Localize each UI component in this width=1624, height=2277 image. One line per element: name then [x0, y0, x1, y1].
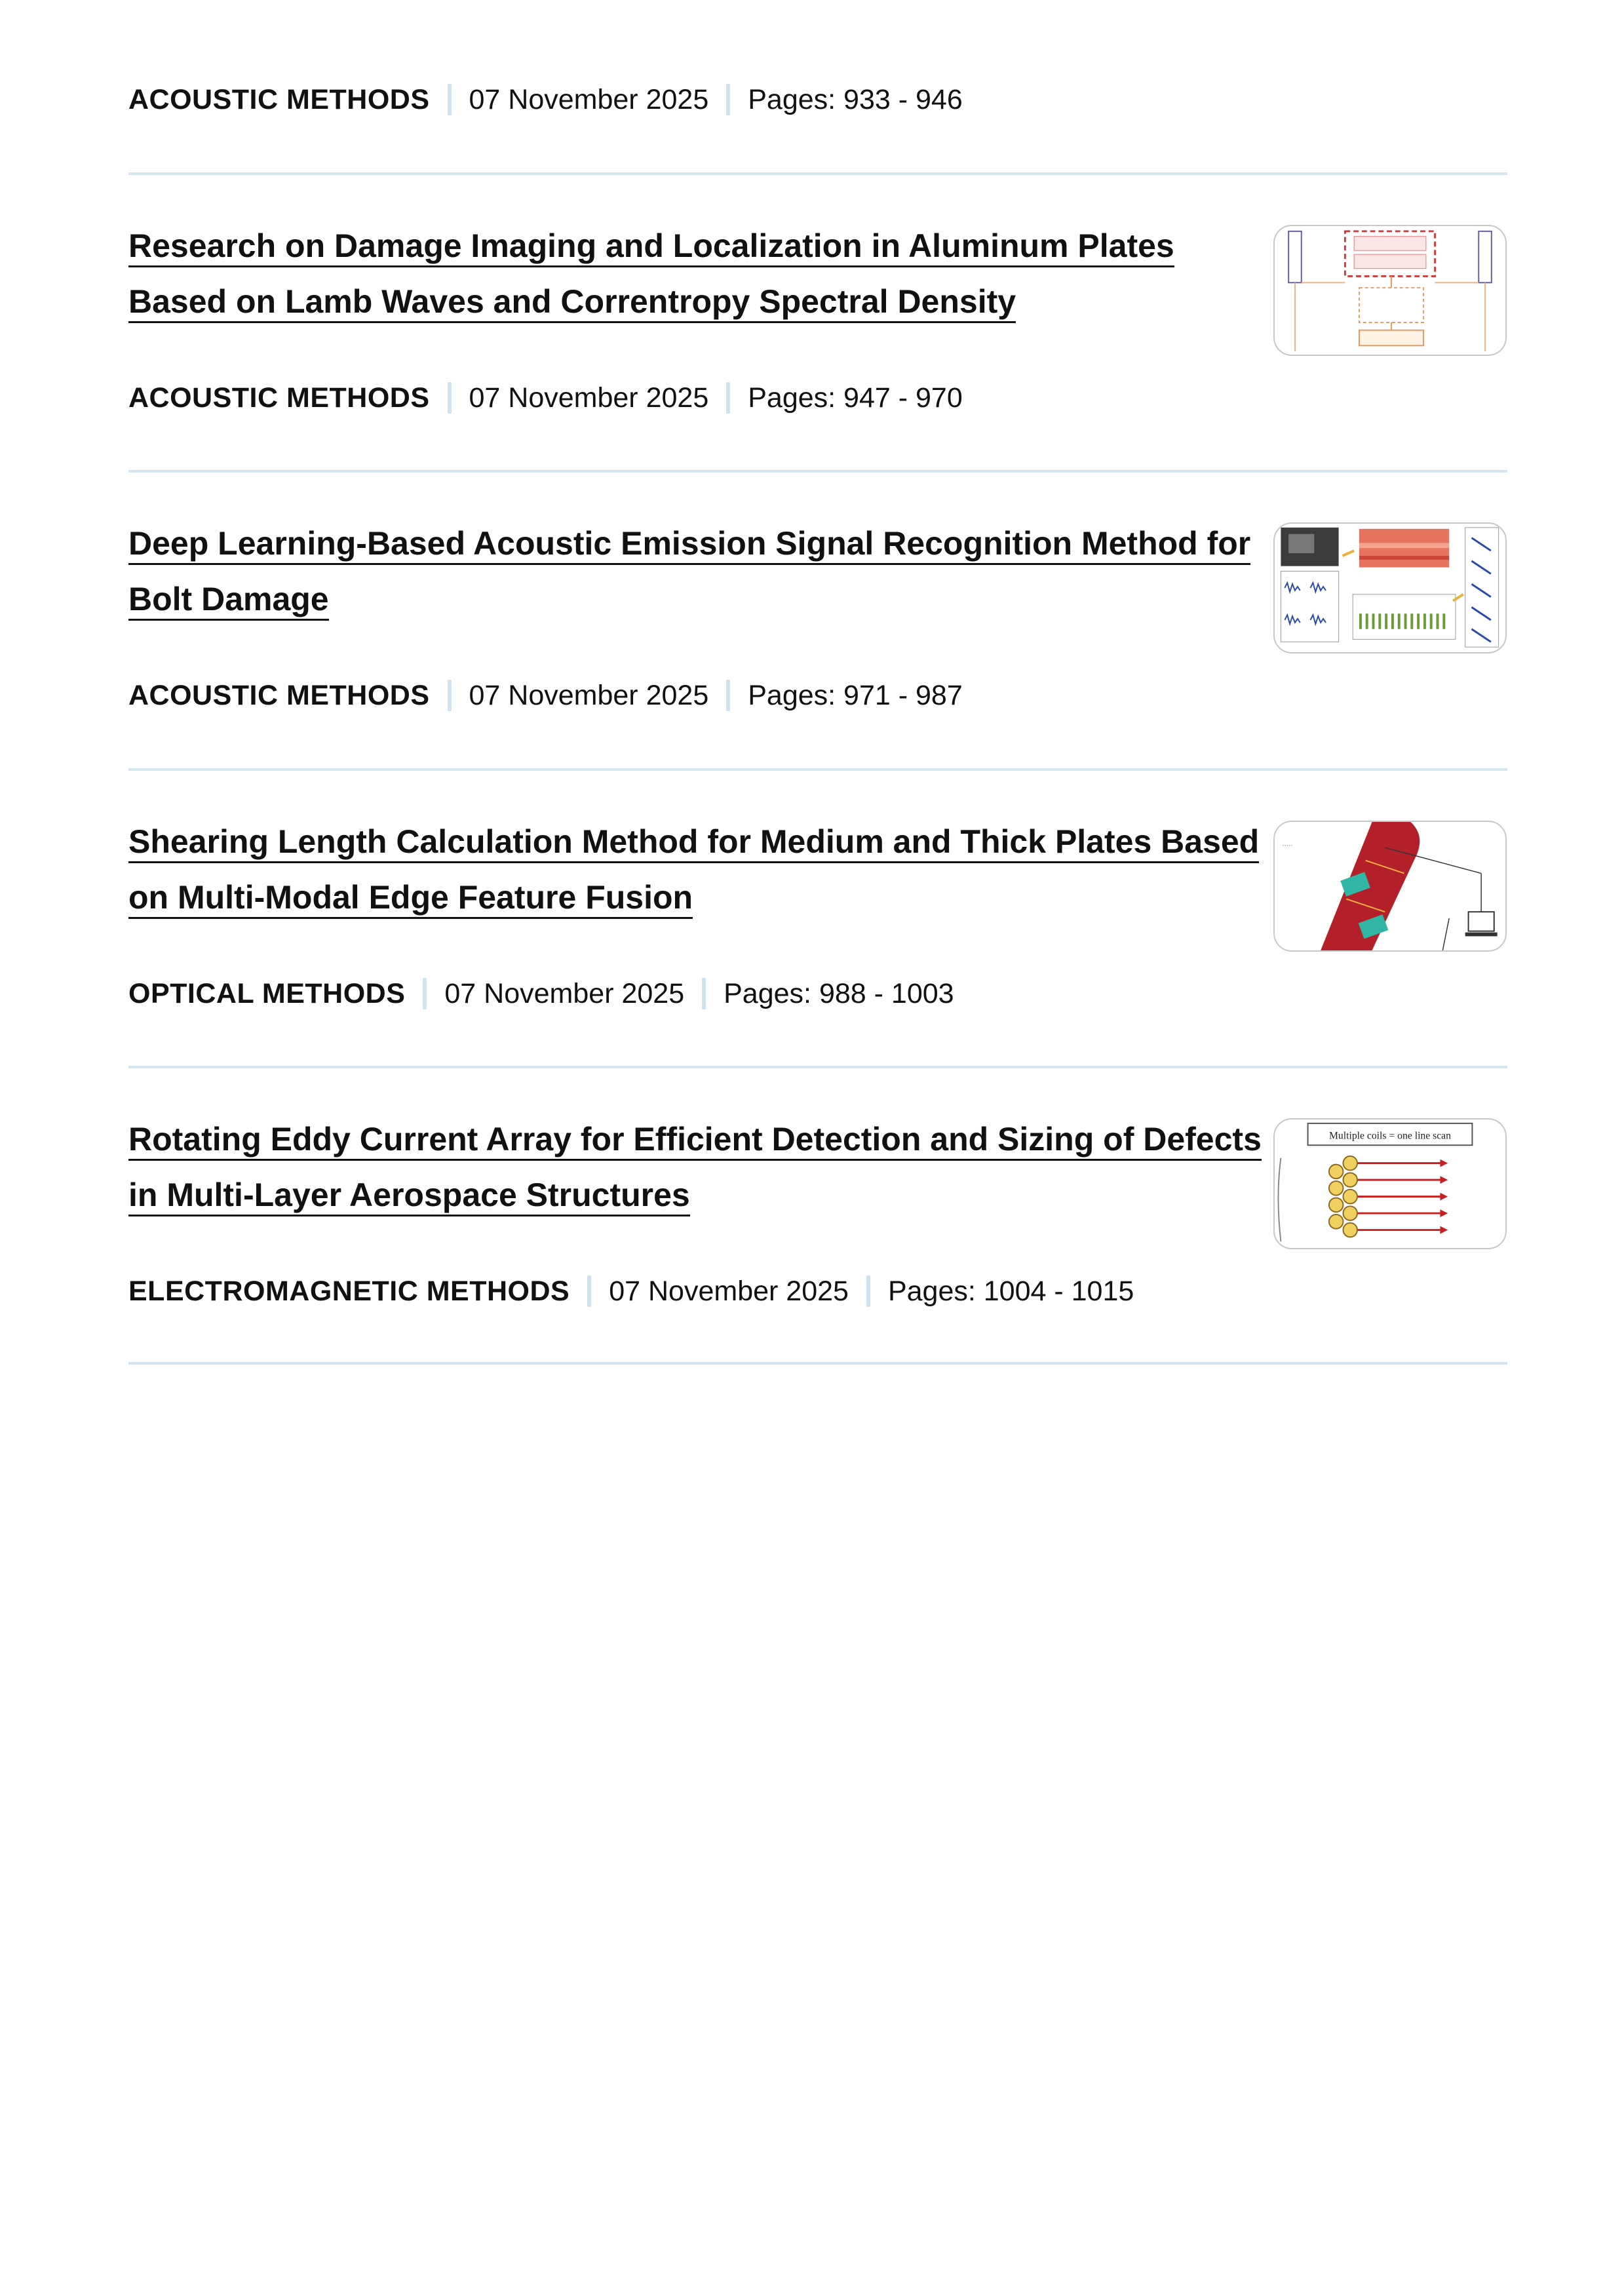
meta-separator: [866, 1275, 870, 1307]
meta-separator: [587, 1275, 591, 1307]
article-title-line[interactable]: on Multi-Modal Edge Feature Fusion: [128, 878, 693, 919]
meta-separator: [448, 680, 452, 711]
flowchart-diagram-thumbnail[interactable]: [1273, 225, 1507, 356]
article-meta-4: [128, 1272, 1134, 1311]
article-pages: Pages: 933 - 946: [748, 83, 963, 115]
thumbnail-caption: Multiple coils = one line scan: [1329, 1130, 1451, 1142]
article-pages: Pages: 947 - 970: [748, 381, 963, 414]
meta-separator: [448, 382, 452, 414]
article-section[interactable]: ACOUSTIC METHODS: [128, 679, 430, 711]
meta-separator: [726, 382, 730, 414]
article-pages: Pages: 1004 - 1015: [887, 1275, 1134, 1307]
article-divider: [128, 1362, 1507, 1365]
article-title-line[interactable]: Deep Learning-Based Acoustic Emission Signal Recognition Method for: [128, 524, 1250, 565]
article-meta-2: [128, 676, 963, 715]
article-divider: [128, 1066, 1507, 1068]
signal-heatmap-image: [1275, 524, 1505, 652]
article-title-line[interactable]: Research on Damage Imaging and Localization in Aluminum Plates: [128, 226, 1174, 267]
article-date: 07 November 2025: [469, 381, 709, 414]
article-divider: [128, 172, 1507, 175]
article-date: 07 November 2025: [609, 1275, 849, 1307]
article-pages: Pages: 988 - 1003: [724, 977, 954, 1009]
meta-separator: [423, 978, 427, 1009]
plate-camera-setup-image: [1275, 822, 1505, 950]
meta-separator: [448, 84, 452, 115]
article-title-line[interactable]: in Multi-Layer Aerospace Structures: [128, 1175, 690, 1216]
article-title-line[interactable]: Shearing Length Calculation Method for Medium and Thick Plates Based: [128, 822, 1259, 863]
article-title-1[interactable]: [128, 222, 1282, 333]
article-pages: Pages: 971 - 987: [748, 679, 963, 711]
article-meta-1: [128, 378, 963, 418]
article-divider: [128, 470, 1507, 473]
article-title-3[interactable]: [128, 817, 1282, 929]
article-title-4[interactable]: [128, 1115, 1282, 1226]
signal-heatmap-thumbnail[interactable]: [1273, 522, 1507, 653]
article-section[interactable]: ELECTROMAGNETIC METHODS: [128, 1275, 570, 1307]
article-section[interactable]: ACOUSTIC METHODS: [128, 83, 430, 115]
article-section[interactable]: ACOUSTIC METHODS: [128, 381, 430, 414]
coil-array-scan-thumbnail[interactable]: [1273, 1118, 1507, 1249]
flowchart-diagram-image: [1275, 226, 1505, 355]
article-date: 07 November 2025: [469, 83, 709, 115]
article-title-line[interactable]: Bolt Damage: [128, 579, 329, 621]
article-title-line[interactable]: Rotating Eddy Current Array for Efficient Detection and Sizing of Defects: [128, 1119, 1262, 1161]
article-date: 07 November 2025: [469, 679, 709, 711]
svg-text:·····: ·····: [1282, 842, 1293, 850]
article-meta-3: [128, 974, 954, 1013]
plate-camera-setup-thumbnail[interactable]: [1273, 821, 1507, 952]
article-title-2[interactable]: [128, 519, 1282, 631]
article-section[interactable]: OPTICAL METHODS: [128, 977, 406, 1009]
coil-array-scan-image: [1275, 1119, 1505, 1248]
article-divider: [128, 768, 1507, 771]
article-date: 07 November 2025: [444, 977, 685, 1009]
meta-separator: [726, 680, 730, 711]
article-meta-0: [128, 80, 963, 119]
meta-separator: [702, 978, 706, 1009]
article-title-line[interactable]: Based on Lamb Waves and Correntropy Spectral Density: [128, 282, 1016, 323]
meta-separator: [726, 84, 730, 115]
